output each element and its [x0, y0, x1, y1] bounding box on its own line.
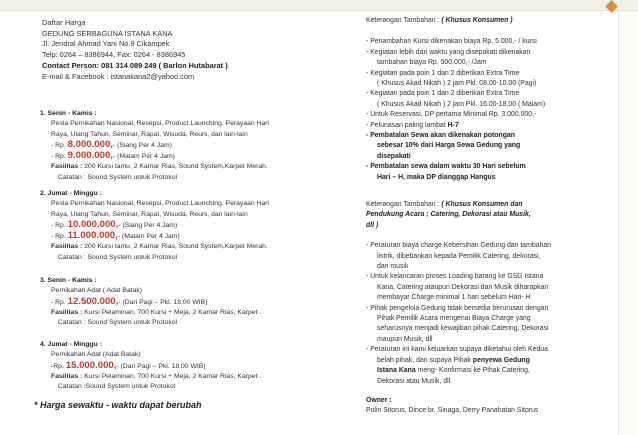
term-line: - Kegiatan lebih dari waktu yang disepakati dikenakan [366, 48, 531, 56]
price-line: - Rp. 8.000.000,- (Siang Per 4 Jam) [51, 138, 172, 150]
term-line: - Pembatalan Sewa akan dikenakan potongan [366, 132, 515, 140]
section-title: 3. Senin - Kamis : [40, 277, 97, 284]
term-line: - Kegiatan pada poin 1 dan 2 diberikan Extra Time [366, 69, 520, 77]
price-value: 8.000.000, [67, 138, 113, 150]
venue-email: E-mail & Facebook : istanakana2@yahoo.com [42, 71, 195, 81]
header-title: Daftar Harga [42, 18, 86, 27]
price-value: 15.000.000, [65, 359, 117, 371]
term-line: - Penambahan Kursi dikenakan biaya Rp. 5.000,- / kursi [366, 38, 537, 46]
terms-heading-cont: Pendukung Acara ; Catering, Dekorasi atau Musik, [366, 211, 531, 219]
section-desc: Raya, Ulang Tahun, Seminar, Rapat, Wisuda, Reuni, dan lain-lain [51, 210, 248, 218]
section-note: Catatan : Sound System untuk Protokol [58, 319, 178, 327]
price-value: 9.000.000, [67, 150, 113, 162]
price-value: 12.500.000, [67, 295, 119, 307]
venue-name: GEDUNG SERBAGUNA ISTANA KANA [42, 28, 173, 38]
term-line: ( Khusus Akad Nikah ) 2 jam Pkl. 08.00-10.00 (Pagi) [377, 80, 537, 88]
term-line: membayar Charge minimal 1 hari sebelum Hari- H [377, 294, 531, 302]
term-line: sebesar 10% dari Harga Sewa Gedung yang [377, 142, 521, 150]
owner-names: Polin Sitorus, Dince br. Sinaga, Derry Panahatan Sitorus [366, 407, 539, 415]
price-section-1 [40, 109, 340, 183]
term-line: listrik, dibebankan kepada Pemilik Catering, dekorasi, [377, 252, 541, 260]
section-note: Catatan :Sound System untuk Protokol [58, 383, 176, 391]
contact-person: Contact Person: 081 314 089 249 ( Barlon Hutabarat ) [42, 60, 228, 70]
price-line: -Rp. 15.000.000,- (Dari Pagi – Pkl. 18.00 WIB) [51, 359, 206, 371]
venue-phone: Telp: 0264 – 8386944, Fax: 0264 - 8386945 [42, 50, 186, 60]
terms-heading: Keterangan Tambahan : ( Khusus Konsumen ) [366, 17, 513, 24]
right-margin-strip [619, 11, 638, 435]
term-line: - Pihak pengelola Gedung tidak bersedia berurusan dengan [366, 304, 549, 312]
term-line: ( Khusus Akad Nikah ) 2 jam Pkl. 16.00-18.00 ( Malam) [377, 100, 546, 108]
additional-terms [366, 16, 610, 183]
section-note: Catatan : Sound System untuk Protokol [58, 173, 178, 181]
section-desc: Raya, Ulang Tahun, Seminar, Rapat, Wisuda, Reuni, dan lain-lain [51, 130, 248, 138]
term-line: Istana Kana meng- Konfirmasi ke Pihak Catering, [377, 367, 530, 375]
section-note: Catatan : Sound System untuk Protokol [58, 253, 178, 261]
term-line: Kana, Catering ataupun Dekorasi dan Musik diharapkan [377, 283, 549, 291]
section-desc: Pesta Pernikahan Nasional, Resepsi, Product Launching, Perayaan Hari [51, 120, 270, 128]
section-title: 1. Senin - Kamis : [40, 110, 97, 117]
facilities: Fasilitas : 200 Kursi tamu, 2 Kamar Rias, Sound System,Karpet Merah. [51, 163, 268, 171]
term-line: - Pelunasan paling lambat H-7 [366, 121, 459, 129]
terms-heading: Keterangan Tambahan : ( Khusus Konsumen dan [366, 201, 523, 208]
term-line: - Kegiatan pada poin 1 dan 2 diberikan Extra Time [366, 90, 520, 98]
section-desc: Pesta Pernikahan Nasional, Resepsi, Product Launching, Perayaan Hari [51, 200, 270, 208]
price-value: 11.000.000, [67, 230, 118, 242]
facilities: Fasilitas : 200 Kursi tamu, 2 Kamar Rias, Sound System,Karpet Merah. [51, 243, 268, 251]
term-line: Dekorasi atau Musik, dll. [377, 377, 453, 385]
term-line: maupun Musik, dll [377, 335, 433, 343]
facilities: Fasilitas : Kursi Pelaminan, 700 Kursi + Meja, 2 Kamar Rias, Karpet . [51, 372, 262, 380]
vendor-terms [366, 200, 610, 417]
top-rule [0, 10, 638, 11]
price-line: - Rp. 10.000.000,- (Siang Per 4 Jam) [51, 218, 178, 230]
section-title: 2. Jumat - Minggu : [40, 190, 102, 197]
owner-label: Owner : [366, 396, 392, 404]
section-title: 4. Jumat - Minggu : [40, 341, 102, 348]
price-line: - Rp. 9.000.000,- (Malam Per 4 Jam) [51, 150, 175, 162]
term-line: Pihak Pemilik Acara mengenai Biaya Charge yang [377, 315, 531, 323]
venue-address: Jl. Jendral Ahmad Yani No.9 Cikampek [42, 39, 170, 49]
term-line: seharusnya menjadi kewajiban pihak Catering, Dekorasi [377, 325, 549, 333]
term-line: - Peraturan ini kami keluarkan supaya diketahui oleh Kedua [366, 346, 548, 354]
price-value: 10.000.000, [67, 218, 119, 230]
section-desc: Pernikahan Adat ( Adat Batak) [51, 287, 143, 295]
term-line: - Peraturan biaya charge Kebersihan Gedung dan tambahan [366, 242, 552, 250]
section-desc: Pernikahan Adat (Adat Batak) [51, 351, 141, 359]
price-line: - Rp. 11.000.000,- (Malam Per 4 Jam) [51, 230, 180, 242]
term-line: belah pihak, dan supaya Pihak penyewa Gedung [377, 356, 530, 364]
top-band [0, 0, 638, 10]
price-section-3 [40, 276, 340, 328]
term-line: dan musik [377, 263, 409, 271]
term-line: Hari – H, maka DP dianggap Hangus [377, 173, 496, 181]
term-line: disepakati [377, 152, 411, 160]
term-line: - Untuk Reservasi, DP pertama Minimal Rp. 3.000.000,- [366, 111, 537, 119]
price-change-note: * Harga sewaktu - waktu dapat berubah [34, 400, 202, 410]
price-section-2 [40, 189, 340, 263]
term-line: - Untuk kelancaran proses Loading barang ke GSG Istana [366, 273, 544, 281]
contact-header [42, 18, 342, 82]
price-section-4 [40, 340, 340, 392]
facilities: Fasilitas : Kursi Pelaminan, 700 Kursi + Meja, 2 Kamar Rias, Karpet . [51, 308, 262, 316]
price-line: - Rp. 12.500.000,- (Dari Pagi – Pkl. 18.00 WIB) [51, 295, 208, 307]
terms-heading-cont: dll ) [366, 221, 379, 229]
term-line: tambahan biaya Rp. 500.000,- /Jam [377, 59, 487, 67]
term-line: - Pembatalan sewa dalam waktu 30 Hari sebelum [366, 163, 526, 171]
